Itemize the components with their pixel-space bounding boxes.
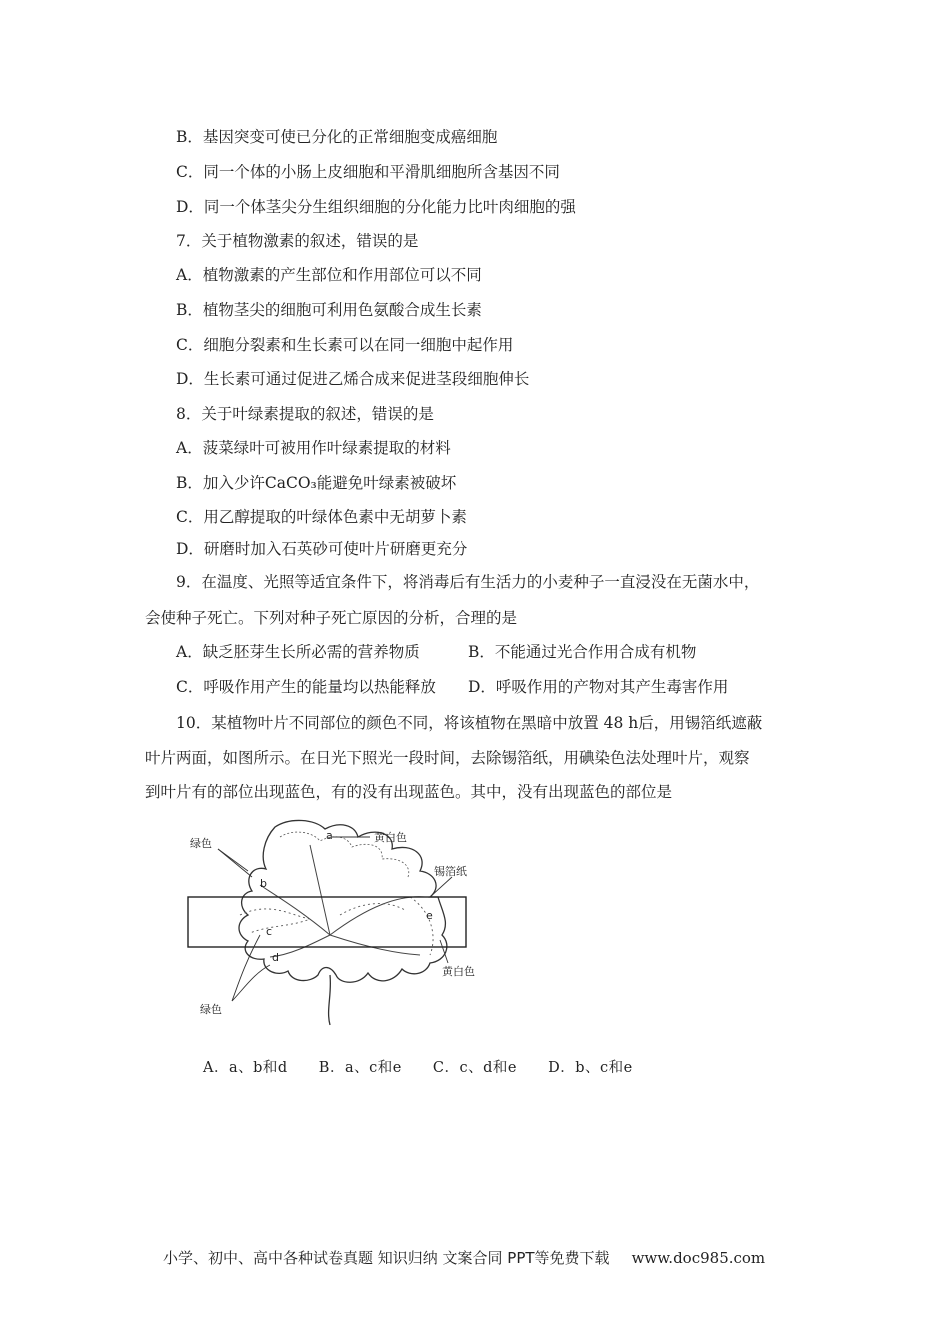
page-footer xyxy=(163,1247,765,1268)
label-green-top: 绿色 xyxy=(190,837,212,850)
q8-option-c: C．用乙醇提取的叶绿体色素中无胡萝卜素 xyxy=(176,508,467,526)
q9-stem-line1: 9．在温度、光照等适宜条件下，将消毒后有生活力的小麦种子一直浸没在无菌水中， xyxy=(176,573,760,591)
letter-e: e xyxy=(426,909,433,922)
q8-stem: 8．关于叶绿素提取的叙述，错误的是 xyxy=(176,405,434,423)
q8-option-a: A．菠菜绿叶可被用作叶绿素提取的材料 xyxy=(176,439,451,457)
q9-option-c: C．呼吸作用产生的能量均以热能释放 xyxy=(176,678,436,696)
q10-answer-d: D．b、c和e xyxy=(548,1060,633,1076)
leaf-diagram xyxy=(180,815,510,1030)
q6-option-d: D．同一个体茎尖分生组织细胞的分化能力比叶肉细胞的强 xyxy=(176,198,576,216)
pointer-green-top-b xyxy=(218,849,248,871)
q9-option-b: B．不能通过光合作用合成有机物 xyxy=(468,643,697,661)
q7-option-d: D．生长素可通过促进乙烯合成来促进茎段细胞伸长 xyxy=(176,370,530,388)
footer-url[interactable]: www.doc985.com xyxy=(631,1249,766,1267)
q9-option-a: A．缺乏胚芽生长所必需的营养物质 xyxy=(176,643,420,661)
leaf-stem xyxy=(329,975,331,1025)
q9-option-d: D．呼吸作用的产物对其产生毒害作用 xyxy=(468,678,729,696)
leaf-vein-lower-left xyxy=(270,935,330,957)
label-green-bottom: 绿色 xyxy=(200,1003,222,1016)
q9-stem-line2: 会使种子死亡。下列对种子死亡原因的分析，合理的是 xyxy=(145,609,518,627)
q7-stem: 7．关于植物激素的叙述，错误的是 xyxy=(176,232,419,250)
label-yellow-top: 黄白色 xyxy=(374,831,407,844)
letter-a: a xyxy=(326,829,333,842)
q10-stem-line2: 叶片两面，如图所示。在日光下照光一段时间，去除锡箔纸，用碘染色法处理叶片，观察 xyxy=(145,749,750,767)
pointer-foil xyxy=(430,877,452,897)
leaf-region-dotted-right xyxy=(410,897,433,955)
leaf-vein-right xyxy=(330,897,425,935)
footer-text: 小学、初中、高中各种试卷真题 知识归纳 文案合同 PPT等免费下载 xyxy=(163,1249,610,1267)
q6-option-b: B．基因突变可使已分化的正常细胞变成癌细胞 xyxy=(176,128,498,146)
q8-option-d: D．研磨时加入石英砂可使叶片研磨更充分 xyxy=(176,540,468,558)
q7-option-a: A．植物激素的产生部位和作用部位可以不同 xyxy=(176,266,482,284)
leaf-figure xyxy=(180,815,510,1030)
letter-d: d xyxy=(272,951,279,964)
q10-answer-a: A．a、b和d xyxy=(203,1060,288,1076)
q10-stem-line1: 10．某植物叶片不同部位的颜色不同，将该植物在黑暗中放置 48 h后，用锡箔纸遮蔽 xyxy=(176,714,763,732)
leaf-region-dotted-center xyxy=(340,904,405,915)
q10-answer-c: C．c、d和e xyxy=(432,1060,517,1076)
q7-option-c: C．细胞分裂素和生长素可以在同一细胞中起作用 xyxy=(176,336,514,354)
q10-answers xyxy=(203,1056,659,1077)
q6-option-c: C．同一个体的小肠上皮细胞和平滑肌细胞所含基因不同 xyxy=(176,163,560,181)
label-yellow-bottom: 黄白色 xyxy=(442,965,475,978)
q8-option-b: B．加入少许CaCO₃能避免叶绿素被破坏 xyxy=(176,474,457,492)
pointer-green-bottom xyxy=(232,935,270,1001)
leaf-region-dotted-left xyxy=(240,909,310,933)
leaf-vein-lower-right xyxy=(330,935,420,955)
leaf-outline xyxy=(239,820,447,982)
q10-answer-b: B．a、c和e xyxy=(318,1060,402,1076)
label-foil: 锡箔纸 xyxy=(434,865,467,878)
letter-c: c xyxy=(266,925,273,938)
q7-option-b: B．植物茎尖的细胞可利用色氨酸合成生长素 xyxy=(176,301,482,319)
letter-b: b xyxy=(260,877,267,890)
q10-stem-line3: 到叶片有的部位出现蓝色，有的没有出现蓝色。其中，没有出现蓝色的部位是 xyxy=(145,783,673,801)
